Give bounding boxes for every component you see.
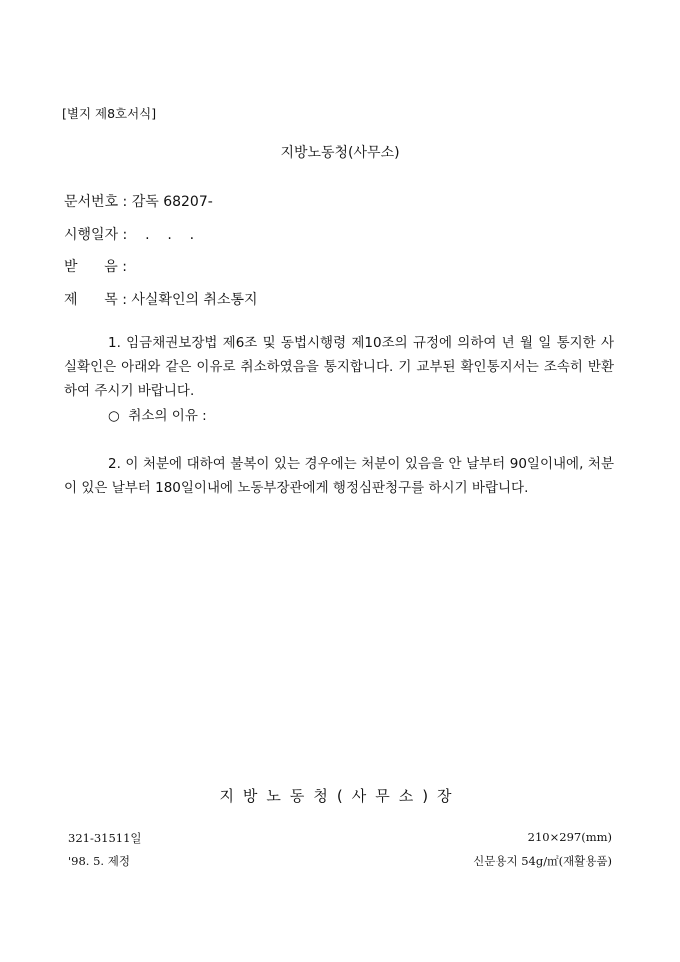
cancellation-reason-label: ○ 취소의 이유 :: [108, 408, 207, 424]
issuing-office-header: 지방노동청(사무소): [280, 145, 400, 161]
form-number: [별지 제8호서식]: [62, 106, 157, 121]
footer-enactment-date: '98. 5. 제정: [68, 854, 130, 868]
appeal-paragraph-2: 2. 이 처분에 대하여 불복이 있는 경우에는 처분이 있음을 안 날부터 90일이내에, 처분이 있은 날부터 180일이내에 노동부장관에게 행정심판청구를 하시기 바랍니다.: [64, 456, 614, 496]
footer-paper-size: 210×297(mm): [527, 830, 612, 844]
issue-date-field: 시행일자 : . . .: [64, 227, 195, 243]
signature-office-head: 지방노동청(사무소)장: [219, 787, 461, 805]
footer-form-code: 321-31511일: [68, 831, 142, 845]
notice-paragraph-1: 1. 임금채권보장법 제6조 및 동법시행령 제10조의 규정에 의하여 년 월 일 통지한 사실확인은 아래와 같은 이유로 취소하였음을 통지합니다. 기 교부된 확인통지서는 조속히 반환하여 주시기 바랍니다.: [64, 335, 614, 399]
recipient-field: 받 음 :: [64, 259, 127, 275]
document-number-field: 문서번호 : 감독 68207-: [64, 194, 213, 210]
footer-paper-type: 신문용지 54g/㎡(재활용품): [473, 854, 612, 868]
subject-field: 제 목 : 사실확인의 취소통지: [64, 292, 258, 308]
